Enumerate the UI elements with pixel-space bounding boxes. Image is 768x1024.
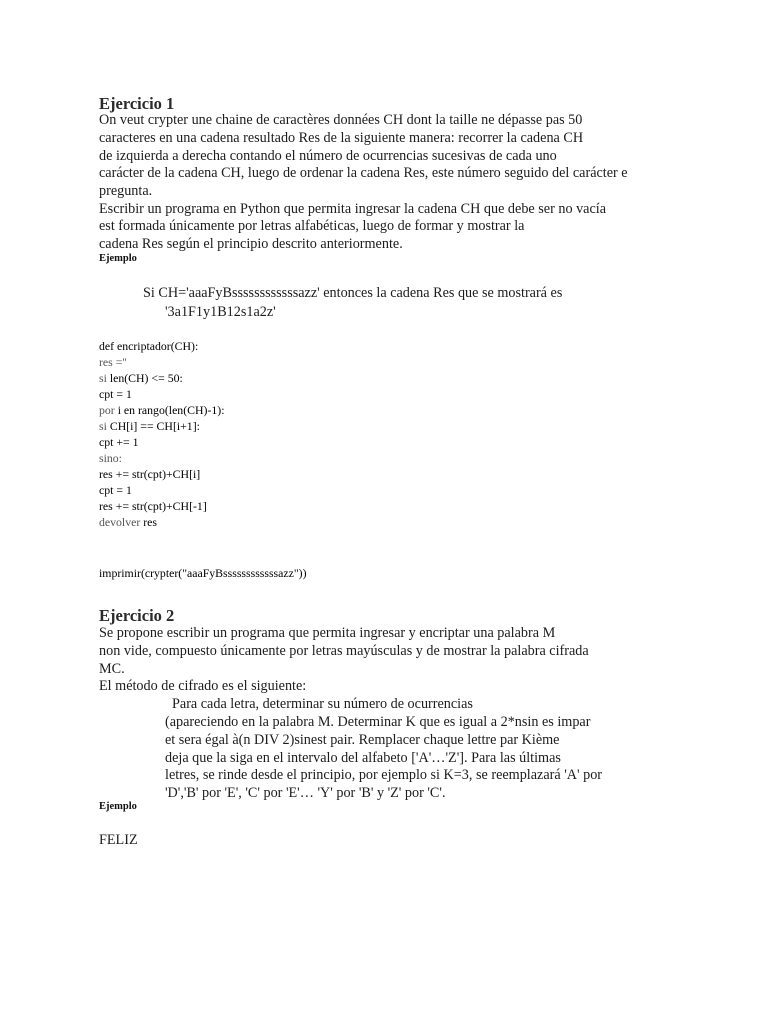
code-print-line: imprimir(crypter("aaaFyBssssssssssssazz")) [99,566,307,580]
example-label: Ejemplo [99,253,137,264]
bullet-line: letres, se rinde desde el principio, por ejemplo si K=3, se reemplazará 'A' por [165,767,603,783]
paragraph-line: El método de cifrado es el siguiente: [99,678,307,694]
example-text: Si CH='aaaFyBssssssssssssazz' entonces la cadena Res que se mostrará es [143,285,563,301]
code-line: res += str(cpt)+CH[-1] [99,499,207,513]
code-line: sino: [99,451,122,465]
bullet-line: Para cada letra, determinar su número de ocurrencias [172,696,473,712]
code-line [99,419,200,434]
bullet-line: deja que la siga en el intervalo del alfabeto ['A'…'Z']. Para las últimas [165,750,561,766]
code-line [99,355,127,370]
code-text: ='' [115,355,127,369]
code-line: def encriptador(CH): [99,339,199,353]
code-keyword: si [99,419,110,433]
paragraph-line: pregunta. [99,183,153,199]
code-line: cpt = 1 [99,387,132,401]
paragraph-line: MC. [99,661,125,677]
paragraph-line: cadena Res según el principio descrito anteriormente. [99,236,403,252]
bullet-line: (apareciendo en la palabra M. Determinar K que es igual a 2*nsin es impar [165,714,591,730]
paragraph-line: de izquierda a derecha contando el número de ocurrencias sucesivas de cada uno [99,148,557,164]
code-line [99,371,183,386]
bullet-line: et sera égal à(n DIV 2)sinest pair. Remplacer chaque lettre par Kième [165,732,560,748]
code-line [99,403,224,418]
example-result: '3a1F1y1B12s1a2z' [165,304,276,320]
code-line: cpt = 1 [99,483,132,497]
example-bullet-line [143,285,562,302]
paragraph-line: Se propone escribir un programa que permita ingresar y encriptar una palabra M [99,625,556,641]
exercise-1-title: Ejercicio 1 [99,94,175,113]
exercise-2-title: Ejercicio 2 [99,606,175,625]
code-text: CH[i] == CH[i+1]: [109,419,200,433]
example-label: Ejemplo [99,801,137,812]
paragraph-line: non vide, compuesto únicamente por letras mayúsculas y de mostrar la palabra cifrada [99,643,589,659]
code-keyword: res [99,355,116,369]
paragraph-line: Escribir un programa en Python que permita ingresar la cadena CH que debe ser no vacía [99,201,607,217]
code-text: len(CH) <= 50: [109,371,183,385]
code-text: i en rango(len(CH)-1): [117,403,225,417]
code-line [99,515,157,530]
paragraph-line: est formada únicamente por letras alfabéticas, luego de formar y mostrar la [99,218,525,234]
code-line: res += str(cpt)+CH[i] [99,467,201,481]
example-word: FELIZ [99,832,138,848]
bullet-line: 'D','B' por 'E', 'C' por 'E'… 'Y' por 'B' y 'Z' por 'C'. [165,785,446,801]
code-text: res [143,515,157,529]
code-keyword: devolver [99,515,144,529]
code-keyword: si [99,371,110,385]
code-keyword: por [99,403,118,417]
paragraph-line: caracteres en una cadena resultado Res de la siguiente manera: recorrer la cadena CH [99,130,584,146]
code-line: cpt += 1 [99,435,139,449]
paragraph-line: On veut crypter une chaine de caractères données CH dont la taille ne dépasse pas 50 [99,112,583,128]
paragraph-line: carácter de la cadena CH, luego de ordenar la cadena Res, este número seguido del carácter e [99,165,628,181]
